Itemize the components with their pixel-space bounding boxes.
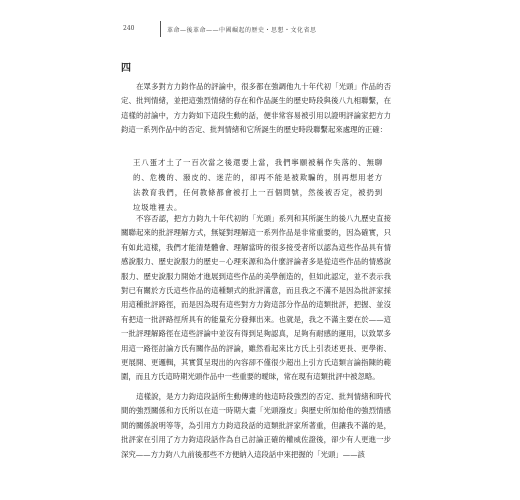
header-divider (160, 21, 161, 37)
running-title: 革命—後革命——中國崛起的歷史・思想・文化省思 (167, 27, 317, 34)
section-heading: 四 (121, 63, 131, 74)
block-quote: 王八蛋才土了一百次當之後還要上當，我們寧願被稱作失落的、無聊的、危機的、潑皮的、迷茫的，卻再不能是被欺騙的，別再想用老方法教育我們，任何教條都會被打上一百個問號，然後被否定，被扔到垃圾堆裡去。 (133, 158, 383, 212)
paragraph-3 (121, 390, 391, 462)
page-number: 240 (123, 25, 135, 32)
paragraph-3-text: 這樣說，是方力鈞這段話所生動傳達的他這時段強烈的否定、批判情緒和時代間的強烈關係和方氏所以在這一時期大畫「光頭潑皮」與歷史所加給他的強烈情感間的關係說明等等，為引用方力鈞這段話的這類批評家所著重，但讓我不滿的是，批評家在引用了方力鈞這段話作為自己討論正確的權威佐證後，卻少有人更進一步深究——方力鈞八九前後那些不方便納入這段話中來把握的「光頭」——該 (121, 392, 391, 459)
paragraph-2-text: 不容否認，把方力鈞九十年代初的「光頭」系列和其所誕生的後八九歷史直接關聯起來的批評理解方式，無疑對理解這一系列作品是非常重要的，因為確實，只有如此這樣，我們才能清楚體會、理解當時的很多接受者所以認為這些作品具有情感說服力、歷史說服力的歷史－心理來源和為什麼評論者多是從這些作品的情感說服力、歷史說服力開始才進展到這些作品的美學創造的，但如此認定，並不表示我對已有關於方氏這些作品的這種類式的批評滿意，而且我之不滿不是因為批評家採用這種批評路徑，而是因為現有這些對方力鈞這部分作品的這類批評，把握、並沒有把這一批評路徑所具有的能量充分發揮出來。也就是，我之不滿主要在於——這一批評理解路徑在這些評論中並沒有得到足夠認真，足夠有耐感的運用，以致眾多用這一路徑討論方氏有關作品的評論，雖然看起來比方氏上引表述更長、更學術、更展開、更邏輯，其實質呈現出的內容卻不僅很少超出上引方氏這類言論指陳的範圍，而且方氏這時期光頭作品中一些重要的曖昧，常在現有這類批評中被忽略。 (121, 214, 391, 382)
running-header (121, 21, 520, 35)
paragraph-2 (121, 212, 391, 385)
paragraph-1-text: 在眾多對方力鈞作品的評論中，很多都在強調他九十年代初「光頭」作品的否定、批判情緒，並把這強烈情緒的存在和作品誕生的歷史時段與後八九相聯繫，在這樣的討論中，方力鈞如下這段生動的話，便非常容易被引用以證明評論家把方力鈞這一系列作品中的否定、批判情緒和它所誕生的歷史時段聯繫起來處理的正確： (121, 82, 391, 135)
paragraph-1 (121, 80, 391, 138)
